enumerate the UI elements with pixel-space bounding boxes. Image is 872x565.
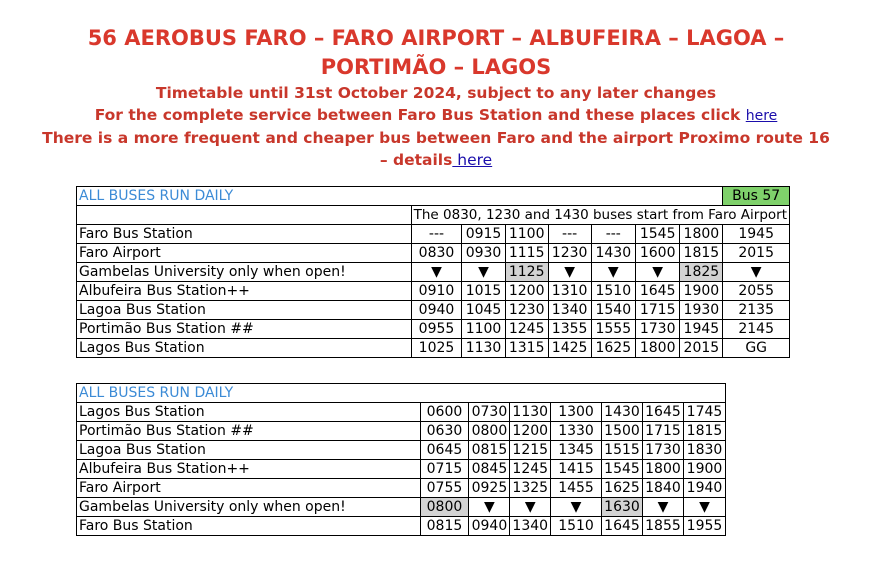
departure-time: 1425	[548, 339, 591, 358]
departure-time: 0815	[420, 517, 469, 536]
departure-time: 2015	[723, 244, 790, 263]
departure-time: 1310	[548, 282, 591, 301]
departure-time: ---	[591, 225, 635, 244]
departure-time: 1800	[642, 460, 683, 479]
table-row	[77, 441, 726, 460]
departure-time: 1340	[548, 301, 591, 320]
timetable-note: Timetable until 31st October 2024, subject to any later changes	[155, 84, 717, 102]
page-title-line-2: PORTIMÃO – LAGOS	[320, 55, 552, 79]
stop-name: Faro Bus Station	[77, 225, 412, 244]
table-row	[77, 403, 726, 422]
departure-time: GG	[723, 339, 790, 358]
departure-time: ▼	[548, 263, 591, 282]
departure-time: 1510	[551, 517, 602, 536]
departure-time: 1100	[505, 225, 548, 244]
departure-time: 0955	[411, 320, 462, 339]
departure-time: 1430	[591, 244, 635, 263]
bus-57-badge: Bus 57	[723, 187, 790, 206]
departure-time: 0600	[420, 403, 469, 422]
departure-time: 0845	[469, 460, 510, 479]
departure-time: 1325	[510, 479, 551, 498]
departure-time: 1815	[683, 422, 725, 441]
table-row	[77, 422, 726, 441]
departure-time: 1300	[551, 403, 602, 422]
departure-time: 1625	[591, 339, 635, 358]
stop-name: Lagoa Bus Station	[77, 301, 412, 320]
departure-time: 1815	[680, 244, 723, 263]
table-row	[77, 282, 790, 301]
stop-name: Gambelas University only when open!	[77, 498, 421, 517]
departure-time: 1115	[505, 244, 548, 263]
page-header	[0, 24, 872, 171]
departure-time: 0940	[469, 517, 510, 536]
frequent-bus-note-line-2	[0, 149, 872, 171]
departure-time: ---	[411, 225, 462, 244]
departure-time: 0930	[462, 244, 505, 263]
complete-service-link[interactable]: here	[745, 108, 778, 124]
departure-time: 1955	[683, 517, 725, 536]
stop-name: Portimão Bus Station ##	[77, 320, 412, 339]
table-row	[77, 225, 790, 244]
page-title-line-1: 56 AEROBUS FARO – FARO AIRPORT – ALBUFEIRA – LAGOA –	[87, 26, 785, 50]
departure-time: 0630	[420, 422, 469, 441]
departure-time: 1215	[510, 441, 551, 460]
stop-name: Albufeira Bus Station++	[77, 460, 421, 479]
departure-time: 0830	[411, 244, 462, 263]
departure-time: 1045	[462, 301, 505, 320]
table-row	[77, 517, 726, 536]
departure-time: 1125	[505, 263, 548, 282]
departure-time: ▼	[723, 263, 790, 282]
departure-time: 1345	[551, 441, 602, 460]
departure-time: 1900	[680, 282, 723, 301]
departure-time: 1630	[601, 498, 642, 517]
departure-time: 1930	[680, 301, 723, 320]
departure-time: 1245	[510, 460, 551, 479]
table-heading-row	[77, 384, 726, 403]
departure-time: 1730	[642, 441, 683, 460]
departure-time: 1840	[642, 479, 683, 498]
departure-time: 0730	[469, 403, 510, 422]
departure-time: 1600	[635, 244, 679, 263]
departure-time: 1715	[642, 422, 683, 441]
departure-time: 1100	[462, 320, 505, 339]
stop-name: Lagos Bus Station	[77, 403, 421, 422]
departure-time: 1130	[510, 403, 551, 422]
departure-time: 1245	[505, 320, 548, 339]
departure-time: 1200	[505, 282, 548, 301]
departure-time: 0715	[420, 460, 469, 479]
table-row	[77, 498, 726, 517]
table-row	[77, 301, 790, 320]
complete-service-note	[0, 104, 872, 127]
table-note-spacer	[77, 206, 412, 225]
table-note-row	[77, 206, 790, 225]
table-heading: ALL BUSES RUN DAILY	[77, 384, 726, 403]
departure-time: 1455	[551, 479, 602, 498]
table-row	[77, 263, 790, 282]
departure-time: 0755	[420, 479, 469, 498]
departure-time: 1200	[510, 422, 551, 441]
departure-time: ▼	[591, 263, 635, 282]
departure-time: 1355	[548, 320, 591, 339]
table-heading: ALL BUSES RUN DAILY	[77, 187, 723, 206]
departure-time: ▼	[642, 498, 683, 517]
table-note: The 0830, 1230 and 1430 buses start from Faro Airport	[411, 206, 789, 225]
departure-time: 0925	[469, 479, 510, 498]
departure-time: 1430	[601, 403, 642, 422]
departure-time: 1645	[642, 403, 683, 422]
departure-time: 1945	[680, 320, 723, 339]
departure-time: ▼	[635, 263, 679, 282]
departure-time: 0800	[420, 498, 469, 517]
departure-time: 1940	[683, 479, 725, 498]
stop-name: Faro Bus Station	[77, 517, 421, 536]
departure-time: 0915	[462, 225, 505, 244]
frequent-bus-note-line-1: There is a more frequent and cheaper bus between Faro and the airport Proximo route 16	[42, 129, 830, 147]
departure-time: 0940	[411, 301, 462, 320]
departure-time: ▼	[510, 498, 551, 517]
departure-time: 1715	[635, 301, 679, 320]
departure-time: ---	[548, 225, 591, 244]
departure-time: 1230	[505, 301, 548, 320]
table-row	[77, 320, 790, 339]
stop-name: Lagos Bus Station	[77, 339, 412, 358]
departure-time: 0800	[469, 422, 510, 441]
departure-time: 1130	[462, 339, 505, 358]
departure-time: 1015	[462, 282, 505, 301]
departure-time: 0815	[469, 441, 510, 460]
stop-name: Portimão Bus Station ##	[77, 422, 421, 441]
departure-time: 1830	[683, 441, 725, 460]
departure-time: 1415	[551, 460, 602, 479]
departure-time: ▼	[411, 263, 462, 282]
table-row	[77, 244, 790, 263]
departure-time: 1855	[642, 517, 683, 536]
departure-time: 1945	[723, 225, 790, 244]
departure-time: 1800	[635, 339, 679, 358]
departure-time: 1645	[601, 517, 642, 536]
departure-time: 1540	[591, 301, 635, 320]
departure-time: 0910	[411, 282, 462, 301]
departure-time: 1730	[635, 320, 679, 339]
departure-time: 1545	[601, 460, 642, 479]
stop-name: Albufeira Bus Station++	[77, 282, 412, 301]
departure-time: 2055	[723, 282, 790, 301]
departure-time: 1825	[680, 263, 723, 282]
departure-time: ▼	[683, 498, 725, 517]
departure-time: 1330	[551, 422, 602, 441]
departure-time: 1625	[601, 479, 642, 498]
stop-name: Faro Airport	[77, 479, 421, 498]
departure-time: 1515	[601, 441, 642, 460]
departure-time: 2015	[680, 339, 723, 358]
departure-time: 1900	[683, 460, 725, 479]
departure-time: ▼	[469, 498, 510, 517]
departure-time: 1340	[510, 517, 551, 536]
timetable-return	[76, 383, 726, 536]
table-heading-row	[77, 187, 790, 206]
table-row	[77, 339, 790, 358]
stop-name: Gambelas University only when open!	[77, 263, 412, 282]
stop-name: Lagoa Bus Station	[77, 441, 421, 460]
timetable-outbound	[76, 186, 790, 358]
departure-time: 1510	[591, 282, 635, 301]
departure-time: ▼	[462, 263, 505, 282]
departure-time: 0645	[420, 441, 469, 460]
frequent-bus-details-text: – details	[379, 151, 453, 169]
complete-service-text: For the complete service between Faro Bus Station and these places click	[94, 106, 746, 124]
departure-time: 1025	[411, 339, 462, 358]
table-row	[77, 460, 726, 479]
departure-time: 1545	[635, 225, 679, 244]
stop-name: Faro Airport	[77, 244, 412, 263]
departure-time: 2145	[723, 320, 790, 339]
departure-time: 2135	[723, 301, 790, 320]
departure-time: 1230	[548, 244, 591, 263]
frequent-bus-details-link[interactable]: here	[452, 151, 493, 169]
departure-time: 1645	[635, 282, 679, 301]
departure-time: 1500	[601, 422, 642, 441]
table-row	[77, 479, 726, 498]
departure-time: 1555	[591, 320, 635, 339]
departure-time: ▼	[551, 498, 602, 517]
departure-time: 1315	[505, 339, 548, 358]
departure-time: 1745	[683, 403, 725, 422]
departure-time: 1800	[680, 225, 723, 244]
